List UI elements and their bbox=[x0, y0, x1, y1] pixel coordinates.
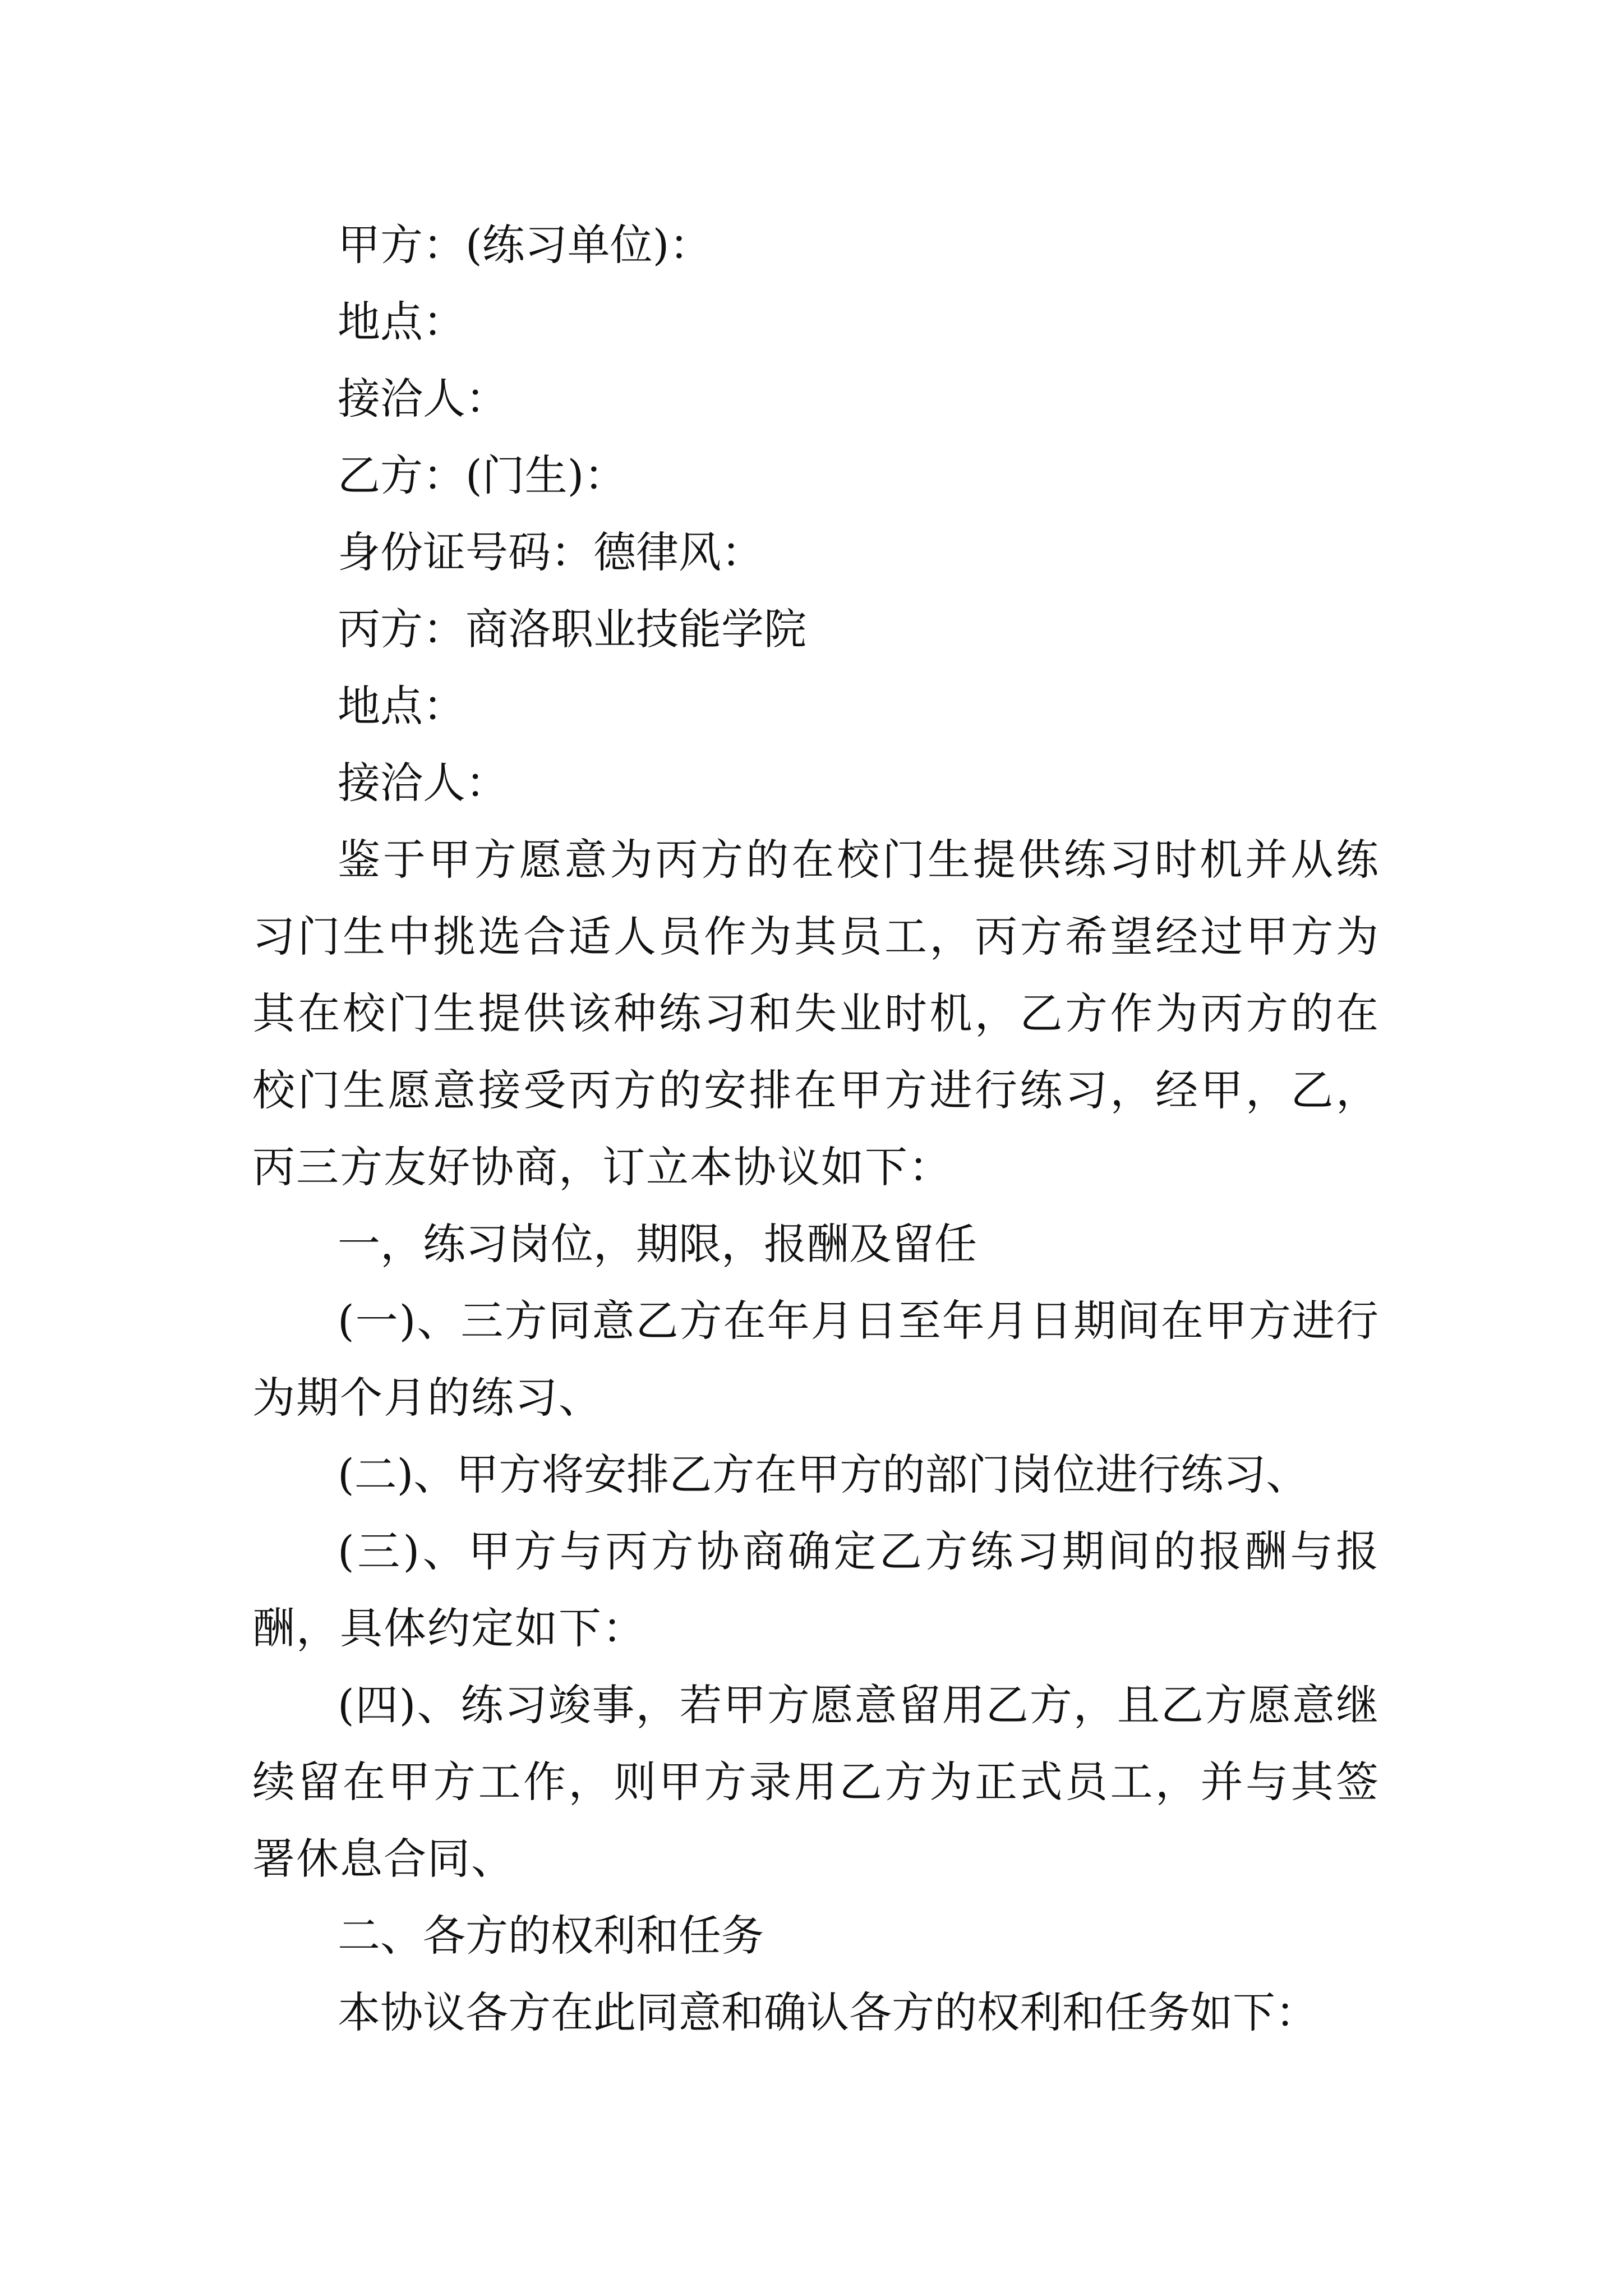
party-a-contact-line: 接洽人： bbox=[338, 374, 508, 424]
item-4-paragraph: (四)、练习竣事，若甲方愿意留用乙方，且乙方愿意继续留在甲方工作，则甲方录用乙方为正式员工，并与其签署休息合同、 bbox=[252, 1680, 1380, 1884]
party-b-id-line: 身份证号码：德律风： bbox=[338, 527, 764, 577]
item-1-paragraph: (一)、三方同意乙方在年月日至年月日期间在甲方进行为期个月的练习、 bbox=[252, 1296, 1380, 1423]
party-a-address-line: 地点： bbox=[338, 297, 465, 347]
party-c-line: 丙方：商洛职业技能学院 bbox=[338, 604, 806, 654]
party-a-line: 甲方：(练习单位)： bbox=[338, 220, 712, 270]
party-c-contact-line: 接洽人： bbox=[338, 758, 508, 808]
section-1-heading: 一，练习岗位，期限，报酬及留任 bbox=[338, 1219, 977, 1269]
section-2-intro: 本协议各方在此同意和确认各方的权利和任务如下： bbox=[338, 1987, 1318, 2037]
party-c-address-line: 地点： bbox=[338, 681, 465, 731]
party-b-line: 乙方：(门生)： bbox=[338, 450, 627, 500]
section-2-heading: 二、各方的权利和任务 bbox=[338, 1911, 764, 1961]
item-3-paragraph: (三)、甲方与丙方协商确定乙方练习期间的报酬与报酬，具体约定如下： bbox=[252, 1526, 1380, 1653]
preamble-paragraph: 鉴于甲方愿意为丙方的在校门生提供练习时机并从练习门生中挑选合适人员作为其员工，丙方希望经过甲方为其在校门生提供该种练习和失业时机，乙方作为丙方的在校门生愿意接受丙方的安排在甲方进行练习，经甲，乙，丙三方友好协商，订立本协议如下： bbox=[252, 835, 1380, 1192]
document-body bbox=[252, 206, 1380, 2051]
item-2-paragraph: (二)、甲方将安排乙方在甲方的部门岗位进行练习、 bbox=[338, 1450, 1309, 1499]
